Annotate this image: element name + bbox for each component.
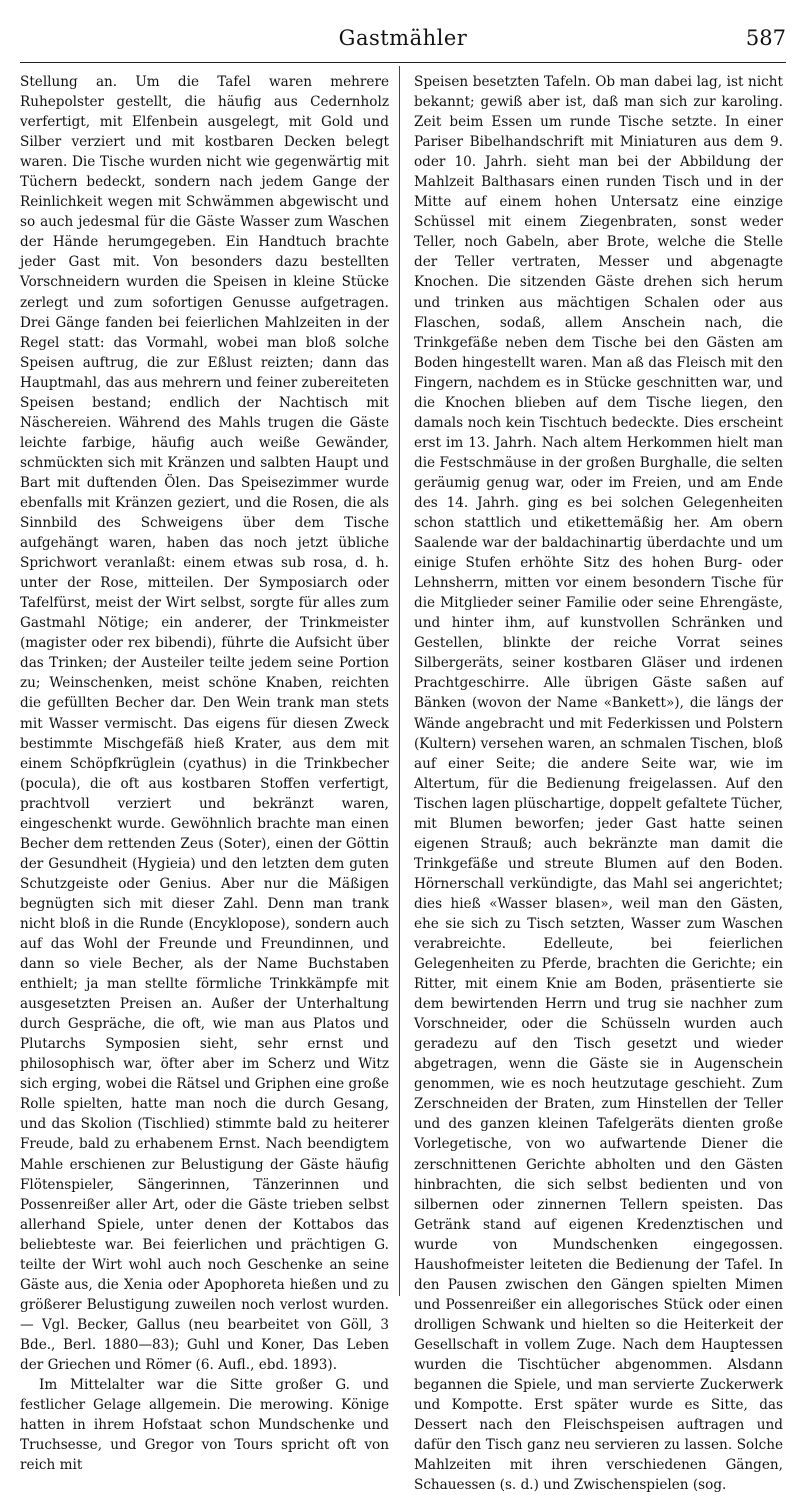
left-paragraph-classical: Stellung an. Um die Tafel waren mehrere Ruhepolster gestellt, die häufig aus Cedernholz verfertigt, mit Elfenbein ausgelegt, mit Gold und Silber verziert und mit kostbaren Decken belegt waren. Die Tische wurden nicht wie gegenwärtig mit Tüchern bedeckt, sondern nach jedem Gange der Reinlichkeit wegen mit Schwämmen abgewischt und so auch jedesmal für die Gäste Wasser zum Waschen der Hände herumgegeben. Ein Handtuch brachte jeder Gast mit. Von besonders dazu bestellten Vorschneidern wurden die Speisen in kleine Stücke zerlegt und zum sofortigen Genusse aufgetragen. Drei Gänge fanden bei feierlichen Mahlzeiten in der Regel statt: das Vormahl, wobei man bloß solche Speisen auftrug, die zur Eßlust reizten; dann das Hauptmahl, das aus mehrern und feiner zubereiteten Speisen bestand; endlich der Nachtisch mit Näschereien. Während des Mahls trugen die Gäste leichte farbige, häufig auch weiße Gewänder, schmückten sich mit Kränzen und salbten Haupt und Bart mit duftenden Ölen. Das Speisezimmer wurde ebenfalls mit Kränzen geziert, und die Rosen, die als Sinnbild des Schweigens über dem Tische aufgehängt waren, haben das noch jetzt übliche Sprichwort veranlaßt: einem etwas sub rosa, d. h. unter der Rose, mitteilen. Der Symposiarch oder Tafelfürst, meist der Wirt selbst, sorgte für alles zum Gastmahl Nötige; ein anderer, der Trinkmeister (magister oder rex bibendi), führte die Aufsicht über das Trinken; der Austeiler teilte jedem seine Portion zu; Weinschenken, meist schöne Knaben, reichten die gefüllten Becher dar. Den Wein trank man stets mit Wasser vermischt. Das eigens für diesen Zweck bestimmte Mischgefäß hieß Krater, aus dem mit einem Schöpfkrüglein (cyathus) in die Trinkbecher (pocula), die oft aus kostbaren Stoffen verfertigt, prachtvoll verziert und bekränzt waren, eingeschenkt wurde. Gewöhnlich brachte man einen Becher dem rettenden Zeus (Soter), einen der Göttin der Gesundheit (Hygieia) und den letzten dem guten Schutzgeiste oder Genius. Aber nur die Mäßigen begnügten sich mit dieser Zahl. Denn man trank nicht bloß in die Runde (Encyklopose), sondern auch auf das Wohl der Freunde und Freundinnen, und dann so viele Becher, als der Name Buchstaben enthielt; ja man stellte förmliche Trinkkämpfe mit ausgesetzten Preisen an. Außer der Unterhaltung durch Gespräche, die oft, wie man aus Platos und Plutarchs Symposien sieht, sehr ernst und philosophisch war, öfter aber im Scherz und Witz sich erging, wobei die Rätsel und Griphen eine große Rolle spielten, hatte man noch die durch Gesang, und das Skolion (Tischlied) stimmte bald zu heiterer Freude, bald zu erhabenem Ernst. Nach beendigtem Mahle erschienen zur Belustigung der Gäste häufig Flötenspieler, Sängerinnen, Tänzerinnen und Possenreißer aller Art, oder die Gäste trieben selbst allerhand Spiele, unter denen der Kottabos das beliebteste war. Bei feierlichen und prächtigen G. teilte der Wirt wohl auch noch Geschenke an seine Gäste aus, die Xenia oder Apophoreta hießen und zu größerer Belustigung zuweilen noch verlost wurden. — Vgl. Becker, Gallus (neu bearbeitet von Göll, 3 Bde., Berl. 1880—83); Guhl und Koner, Das Leben der Griechen und Römer (6. Aufl., ebd. 1893). <box>20 74 389 1373</box>
left-column <box>20 72 389 1474</box>
page-number: 587 <box>745 26 786 50</box>
right-column <box>414 72 783 1494</box>
left-paragraph-medieval: Im Mittelalter war die Sitte großer G. und festlicher Gelage allgemein. Die merowing. Könige hatten in ihrem Hofstaat schon Mundschenke und Truchsesse, und Gregor von Tours spricht oft von reich mit <box>20 1377 389 1474</box>
running-title: Gastmähler <box>338 26 468 50</box>
right-paragraph-medieval-continued: Speisen besetzten Tafeln. Ob man dabei lag, ist nicht bekannt; gewiß aber ist, daß man sich zur karoling. Zeit beim Essen um runde Tische setzte. In einer Pariser Bibelhandschrift mit Miniaturen aus dem 9. oder 10. Jahrh. sieht man bei der Abbildung der Mahlzeit Balthasars einen runden Tisch und in der Mitte auf einem hohen Untersatz eine einzige Schüssel mit einem Ziegenbraten, sonst weder Teller, noch Gabeln, aber Brote, welche die Stelle der Teller vertraten, Messer und abgenagte Knochen. Die sitzenden Gäste drehen sich herum und trinken aus mächtigen Schalen oder aus Flaschen, sodaß, allem Anschein nach, die Trinkgefäße neben dem Tische bei den Gästen am Boden hingestellt waren. Man aß das Fleisch mit den Fingern, nachdem es in Stücke geschnitten war, und die Knochen blieben auf dem Tische liegen, den damals noch kein Tischtuch bedeckte. Dies erscheint erst im 13. Jahrh. Nach altem Herkommen hielt man die Festschmäuse in der großen Burghalle, die selten geräumig genug war, oder im Freien, und am Ende des 14. Jahrh. ging es bei solchen Gelegenheiten schon stattlich und etikettemäßig her. Am obern Saalende war der baldachinartig überdachte und um einige Stufen erhöhte Sitz des hohen Burg- oder Lehnsherrn, mitten vor einem besondern Tische für die Mitglieder seiner Familie oder seine Ehrengäste, und hinter ihm, auf kunstvollen Schränken und Gestellen, blinkte der reiche Vorrat seines Silbergeräts, seiner kostbaren Gläser und irdenen Prachtgeschirre. Alle übrigen Gäste saßen auf Bänken (wovon der Name «Bankett»), die längs der Wände angebracht und mit Federkissen und Polstern (Kultern) versehen waren, an schmalen Tischen, bloß auf einer Seite; die andere Seite war, wie im Altertum, für die Bedienung freigelassen. Auf den Tischen lagen plüschartige, doppelt gefaltete Tücher, mit Blumen beworfen; jeder Gast hatte seinen eigenen Strauß; auch bekränzte man damit die Trinkgefäße und streute Blumen auf den Boden. Hörnerschall verkündigte, das Mahl sei angerichtet; dies hieß «Wasser blasen», weil man den Gästen, ehe sie sich zu Tisch setzten, Wasser zum Waschen verabreichte. Edelleute, bei feierlichen Gelegenheiten zu Pferde, brachten die Gerichte; ein Ritter, mit einem Knie am Boden, präsentierte sie dem bewirtenden Herrn und trug sie nachher zum Vorschneider, oder die Schüsseln wurden auch geradezu auf den Tisch gesetzt und wieder abgetragen, wenn die Gäste sie in Augenschein genommen, wie es noch heutzutage geschieht. Zum Zerschneiden der Braten, zum Hinstellen der Teller und des ganzen kleinen Tafelgeräts dienten große Vorlegetische, von wo aufwartende Diener die zerschnittenen Gerichte abholten und den Gästen hinbrachten, die sich selbst bedienten und von silbernen oder zinnernen Tellern speisten. Das Getränk stand auf eigenen Kredenztischen und wurde von Mundschenken eingegossen. Haushofmeister leiteten die Bedienung der Tafel. In den Pausen zwischen den Gängen spielten Mimen und Possenreißer ein allegorisches Stück oder einen drolligen Schwank und hielten so die Heiterkeit der Gesellschaft in vollem Zuge. Nach dem Hauptessen wurden die Tischtücher abgenommen. Alsdann begannen die Spiele, und man servierte Zuckerwerk und Kompotte. Erst später wurde es Sitte, das Dessert nach den Fleischspeisen auftragen und dafür den Tisch ganz neu servieren zu lassen. Solche Mahlzeiten mit ihren verschiedenen Gängen, Schauessen (s. d.) und Zwischenspielen (sog. <box>414 74 783 1494</box>
header-rule <box>20 62 786 63</box>
column-divider <box>399 66 400 1296</box>
page-header <box>20 26 786 62</box>
